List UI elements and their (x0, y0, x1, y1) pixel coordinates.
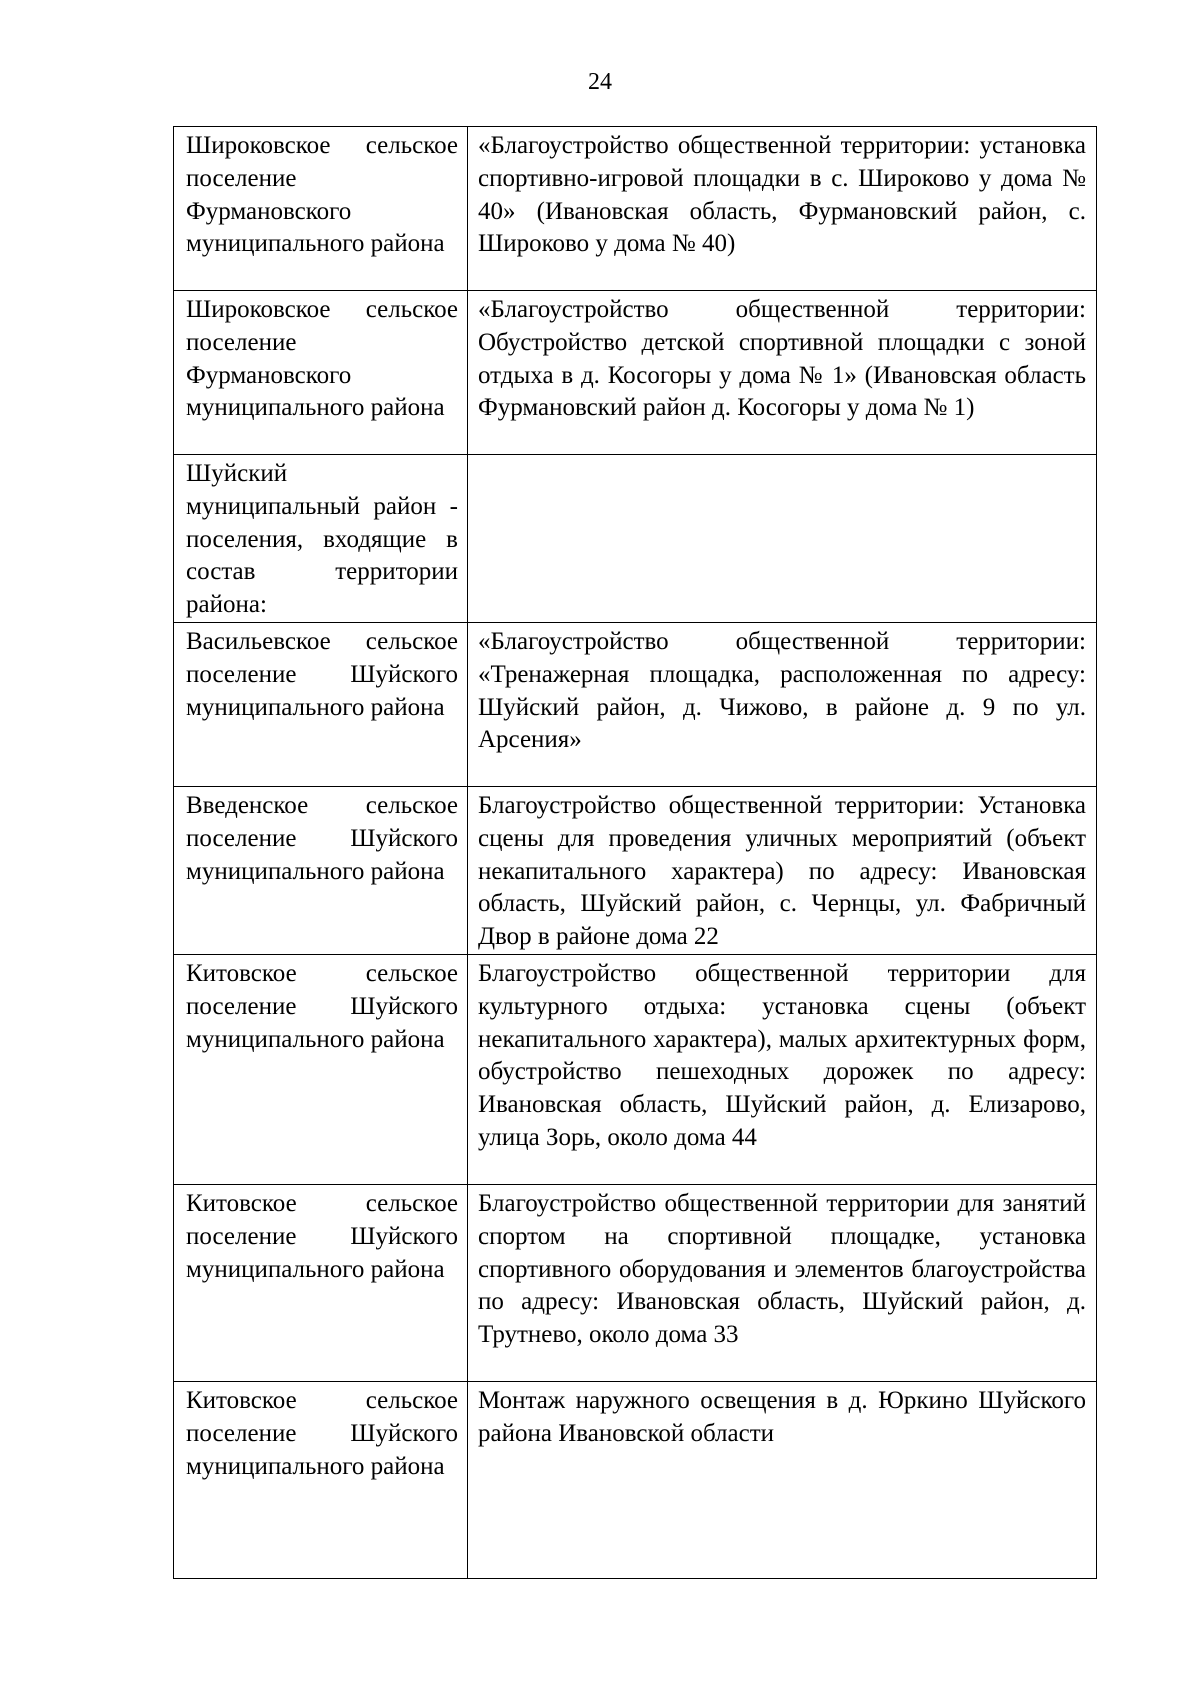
project-cell: Монтаж наружного освещения в д. Юркино Шуйского района Ивановской области (468, 1381, 1097, 1578)
municipality-cell: Введенское сельское поселение Шуйского муниципального района (174, 786, 468, 954)
municipality-cell: Китовское сельское поселение Шуйского муниципального района (174, 1184, 468, 1381)
table-row (174, 127, 1097, 291)
municipality-cell: Широковское сельское поселение Фурмановского муниципального района (174, 291, 468, 455)
municipality-cell: Китовское сельское поселение Шуйского муниципального района (174, 954, 468, 1184)
project-cell: Благоустройство общественной территории: Установка сцены для проведения уличных мероприятий (объект некапитального характера) по адресу: Ивановская область, Шуйский район, с. Чернцы, ул. Фабричный Двор в районе дома 22 (468, 786, 1097, 954)
project-cell: «Благоустройство общественной территории: Обустройство детской спортивной площадки с зоной отдыха в д. Косогоры у дома № 1» (Ивановская область Фурмановский район д. Косогоры у дома № 1) (468, 291, 1097, 455)
table-row (174, 622, 1097, 786)
table-row (174, 291, 1097, 455)
page-number: 24 (588, 69, 612, 95)
table-row (174, 455, 1097, 623)
table-row (174, 954, 1097, 1184)
projects-table (173, 126, 1097, 1579)
project-cell (468, 455, 1097, 623)
municipality-cell: Шуйский муниципальный район - поселения, входящие в состав территории района: (174, 455, 468, 623)
table-row (174, 786, 1097, 954)
project-cell: Благоустройство общественной территории для занятий спортом на спортивной площадке, установка спортивного оборудования и элементов благоустройства по адресу: Ивановская область, Шуйский район, д. Трутнево, около дома 33 (468, 1184, 1097, 1381)
table-row (174, 1184, 1097, 1381)
project-cell: «Благоустройство общественной территории: «Тренажерная площадка, расположенная по адресу: Шуйский район, д. Чижово, в районе д. 9 по ул. Арсения» (468, 622, 1097, 786)
project-cell: «Благоустройство общественной территории: установка спортивно-игровой площадки в с. Широково у дома № 40» (Ивановская область, Фурмановский район, с. Широково у дома № 40) (468, 127, 1097, 291)
table-row (174, 1381, 1097, 1578)
municipality-cell: Китовское сельское поселение Шуйского муниципального района (174, 1381, 468, 1578)
project-cell: Благоустройство общественной территории для культурного отдыха: установка сцены (объект некапитального характера), малых архитектурных форм, обустройство пешеходных дорожек по адресу: Ивановская область, Шуйский район, д. Елизарово, улица Зорь, около дома 44 (468, 954, 1097, 1184)
municipality-cell: Широковское сельское поселение Фурмановского муниципального района (174, 127, 468, 291)
municipality-cell: Васильевское сельское поселение Шуйского муниципального района (174, 622, 468, 786)
